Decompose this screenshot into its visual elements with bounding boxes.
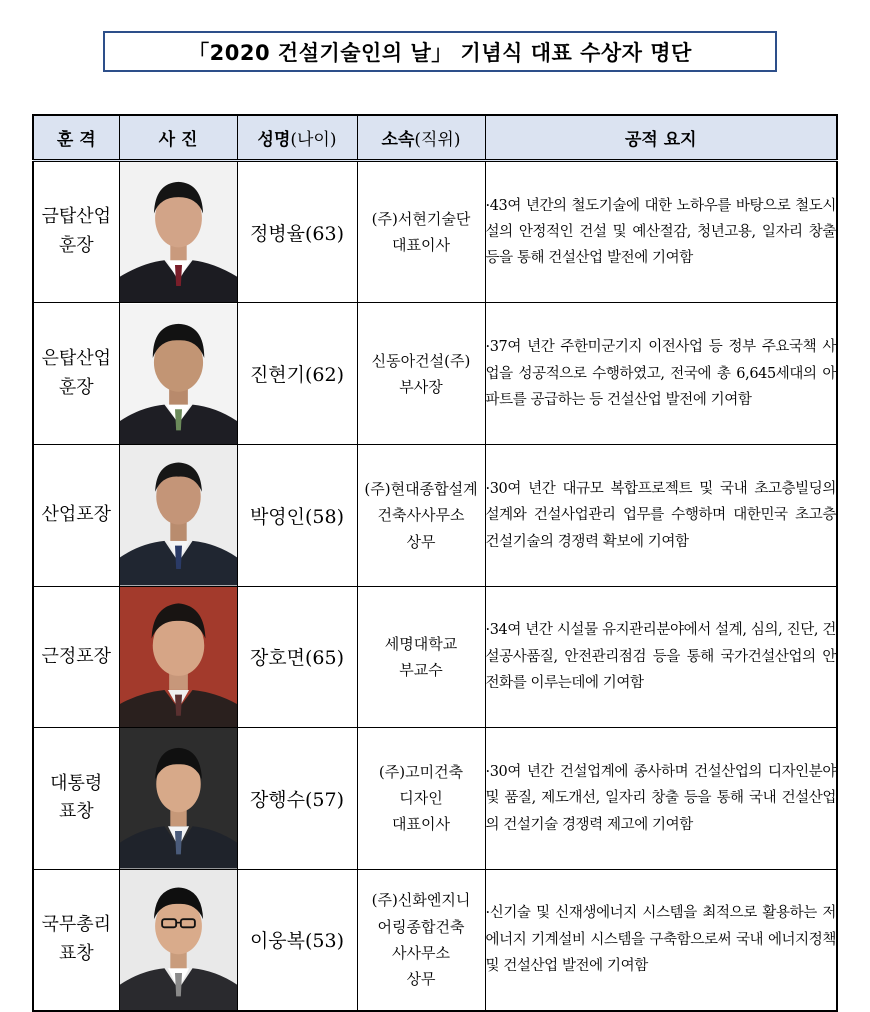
name-cell: 정병율(63) (237, 161, 357, 303)
award-cell: 근정포장 (33, 586, 119, 727)
title-text: 「2020 건설기술인의 날」 기념식 대표 수상자 명단 (188, 40, 692, 65)
merit-cell: ·신기술 및 신재생에너지 시스템을 최적으로 활용하는 저에너지 기계설비 시스템을 구축함으로써 국내 에너지정책 및 건설산업 발전에 기여함 (485, 869, 837, 1011)
name-cell: 장행수(57) (237, 728, 357, 869)
photo-cell (119, 869, 237, 1011)
merit-cell: ·30여 년간 대규모 복합프로젝트 및 국내 초고층빌딩의 설계와 건설사업관리 업무를 수행하며 대한민국 초고층 건설기술의 경쟁력 확보에 기여함 (485, 445, 837, 586)
merit-cell: ·37여 년간 주한미군기지 이전사업 등 정부 주요국책 사업을 성공적으로 수행하였고, 전국에 총 6,645세대의 아파트를 공급하는 등 건설산업 발전에 기여함 (485, 303, 837, 445)
affiliation-cell: 세명대학교 부교수 (357, 586, 485, 727)
photo-cell (119, 303, 237, 445)
affiliation-cell: (주)서현기술단 대표이사 (357, 161, 485, 303)
portrait-photo (120, 587, 237, 727)
table-row (33, 303, 837, 445)
photo-cell (119, 728, 237, 869)
name-cell: 이웅복(53) (237, 869, 357, 1011)
table-row (33, 869, 837, 1011)
name-cell: 진현기(62) (237, 303, 357, 445)
affiliation-cell: (주)고미건축 디자인 대표이사 (357, 728, 485, 869)
portrait-photo (120, 304, 237, 444)
document-title (103, 31, 777, 72)
table-row (33, 586, 837, 727)
photo-cell (119, 586, 237, 727)
name-cell: 박영인(58) (237, 445, 357, 586)
portrait-photo (120, 728, 237, 868)
affiliation-cell: (주)현대종합설계 건축사사무소 상무 (357, 445, 485, 586)
header-merit: 공적 요지 (485, 115, 837, 161)
portrait-photo (120, 162, 237, 302)
photo-cell (119, 445, 237, 586)
award-cell: 산업포장 (33, 445, 119, 586)
award-cell: 국무총리 표창 (33, 869, 119, 1011)
header-photo: 사 진 (119, 115, 237, 161)
table-row (33, 161, 837, 303)
portrait-photo (120, 445, 237, 585)
merit-cell: ·34여 년간 시설물 유지관리분야에서 설계, 심의, 진단, 건설공사품질, 안전관리점검 등을 통해 국가건설산업의 안전화를 이루는데에 기여함 (485, 586, 837, 727)
affiliation-cell: 신동아건설(주) 부사장 (357, 303, 485, 445)
header-name: 성명(나이) (237, 115, 357, 161)
header-award: 훈 격 (33, 115, 119, 161)
award-cell: 금탑산업 훈장 (33, 161, 119, 303)
award-cell: 대통령 표창 (33, 728, 119, 869)
award-cell: 은탑산업 훈장 (33, 303, 119, 445)
table-row (33, 445, 837, 586)
table-row (33, 728, 837, 869)
affiliation-cell: (주)신화엔지니 어링종합건축 사사무소 상무 (357, 869, 485, 1011)
table-header-row (33, 115, 837, 161)
awardees-table (32, 114, 838, 1012)
merit-cell: ·43여 년간의 철도기술에 대한 노하우를 바탕으로 철도시설의 안정적인 건설 및 예산절감, 청년고용, 일자리 창출 등을 통해 건설산업 발전에 기여함 (485, 161, 837, 303)
photo-cell (119, 161, 237, 303)
header-affiliation: 소속(직위) (357, 115, 485, 161)
name-cell: 장호면(65) (237, 586, 357, 727)
portrait-photo (120, 870, 237, 1010)
merit-cell: ·30여 년간 건설업계에 종사하며 건설산업의 디자인분야 및 품질, 제도개선, 일자리 창출 등을 통해 국내 건설산업의 건설기술 경쟁력 제고에 기여함 (485, 728, 837, 869)
